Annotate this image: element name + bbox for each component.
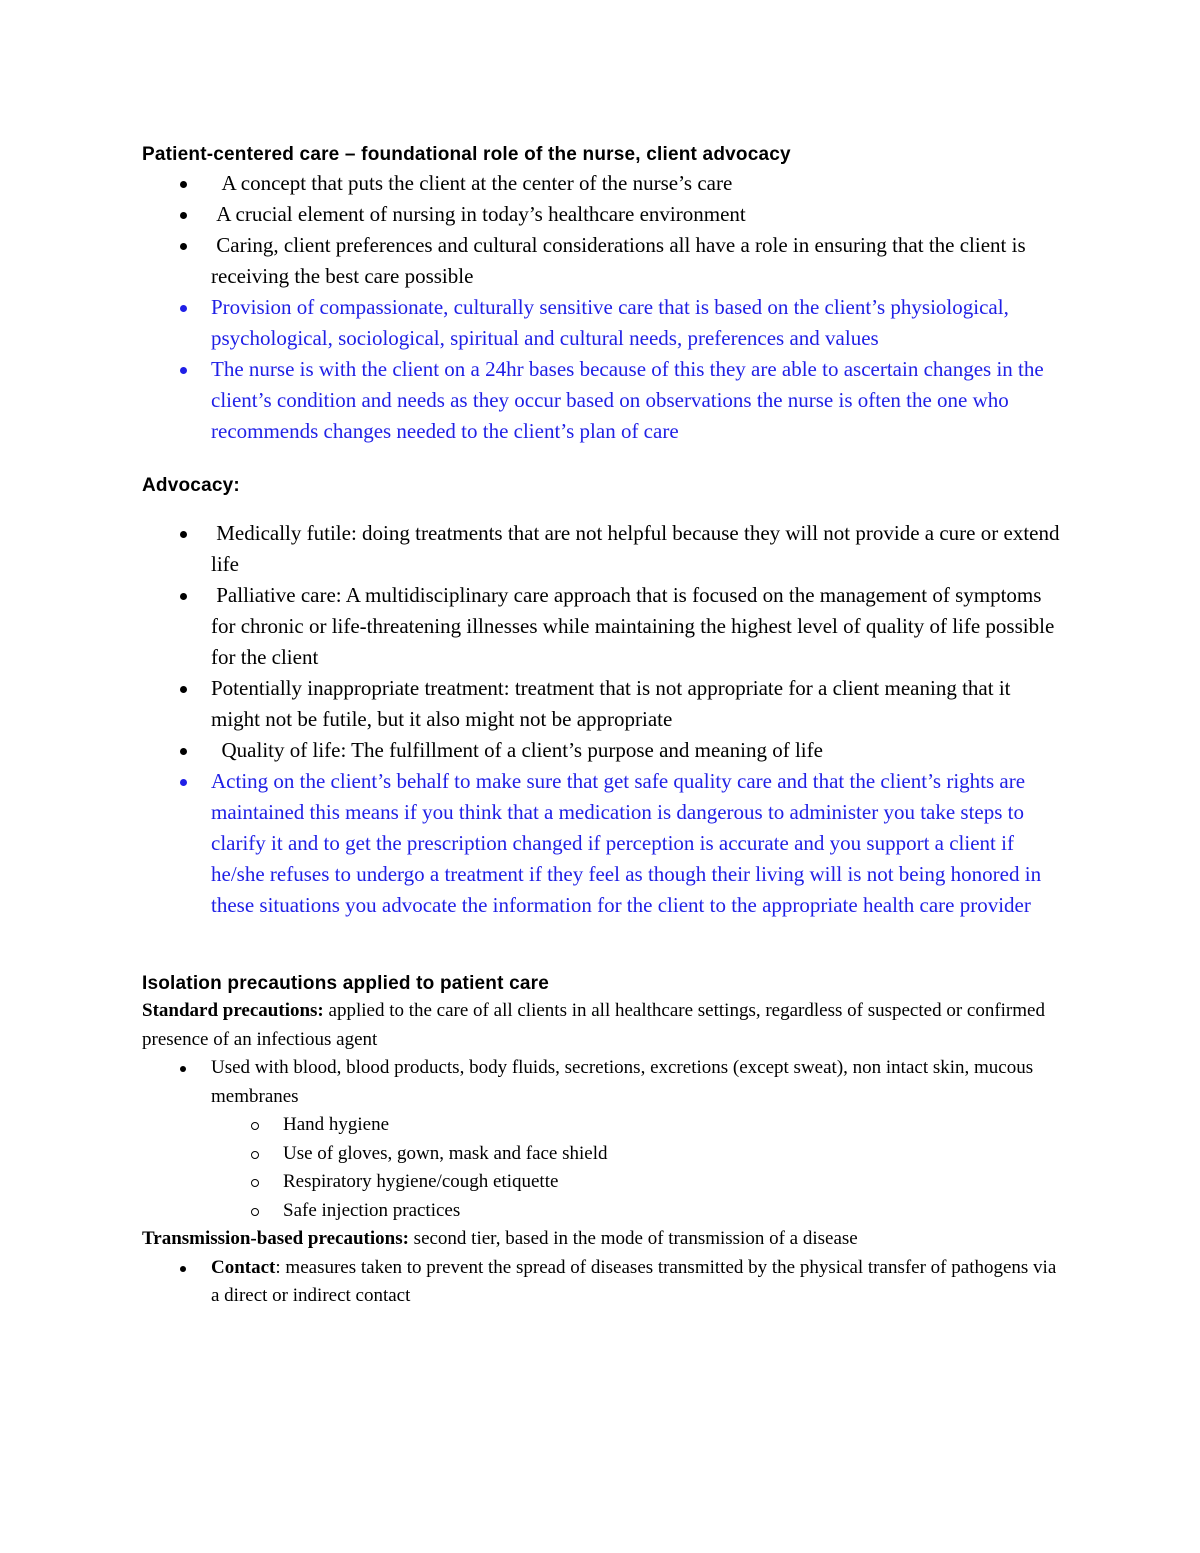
transmission-precautions-label: Transmission-based precautions: [142,1228,409,1249]
section-heading-isolation-precautions: Isolation precautions applied to patient care [142,973,550,994]
advocacy-list [142,518,1065,921]
transmission-precautions-list [142,1254,1062,1311]
standard-precautions-text: applied to the care of all clients in all healthcare settings, regardless of suspected or confirmed presence of an infectious agent [142,1000,1050,1050]
standard-precautions-bullet: Used with blood, blood products, body fluids, secretions, excretions (except sweat), non intact skin, mucous membranes [211,1057,1034,1107]
patient-centered-care-list [142,168,1062,447]
list-item: Acting on the client’s behalf to make sure that get safe quality care and that the client’s rights are maintained this means if you think that a medication is dangerous to administer you take steps to clarify it and to get the prescription changed if perception is accurate and you support a client if he/she refuses to undergo a treatment if they feel as though their living will is not being honored in these situations you advocate the information for the client to the appropriate health care provider [142,766,1062,921]
document-content [142,142,1065,1311]
list-item: Potentially inappropriate treatment: treatment that is not appropriate for a client meaning that it might not be futile, but it also might not be appropriate [142,673,1062,735]
standard-precautions-label: Standard precautions: [142,1000,324,1021]
sub-list-item: Hand hygiene [142,1111,1062,1140]
transmission-precautions-paragraph [142,1225,1062,1254]
list-item: The nurse is with the client on a 24hr bases because of this they are able to ascertain changes in the client’s condition and needs as they occur based on observations the nurse is often the one who recommends changes needed to the client’s plan of care [142,354,1062,447]
list-item: A crucial element of nursing in today’s healthcare environment [142,199,1062,230]
section-heading-patient-centered-care: Patient-centered care – foundational role of the nurse, client advocacy [142,144,791,165]
sub-list-item: Respiratory hygiene/cough etiquette [142,1168,1062,1197]
section-heading-advocacy: Advocacy: [142,475,240,496]
list-item [142,1254,1062,1311]
list-item: Provision of compassionate, culturally sensitive care that is based on the client’s physiological, psychological, sociological, spiritual and cultural needs, preferences and values [142,292,1062,354]
sub-list-item: Use of gloves, gown, mask and face shield [142,1140,1062,1169]
list-item [142,1054,1062,1225]
contact-text: : measures taken to prevent the spread of diseases transmitted by the physical transfer of pathogens via a direct or indirect contact [211,1256,1057,1306]
list-item: Caring, client preferences and cultural considerations all have a role in ensuring that the client is receiving the best care possible [142,230,1062,292]
sub-list-item: Safe injection practices [142,1197,1062,1226]
list-item: A concept that puts the client at the center of the nurse’s care [142,168,1062,199]
transmission-precautions-text: second tier, based in the mode of transmission of a disease [408,1228,858,1249]
contact-label: Contact [211,1256,276,1278]
list-item: Medically futile: doing treatments that are not helpful because they will not provide a cure or extend life [142,518,1062,580]
standard-precautions-list [142,1054,1062,1225]
standard-precautions-sublist [142,1111,1062,1225]
list-item: Palliative care: A multidisciplinary care approach that is focused on the management of symptoms for chronic or life-threatening illnesses while maintaining the highest level of quality of life possible for the client [142,580,1062,673]
standard-precautions-paragraph [142,997,1062,1054]
list-item: Quality of life: The fulfillment of a client’s purpose and meaning of life [142,735,1062,766]
